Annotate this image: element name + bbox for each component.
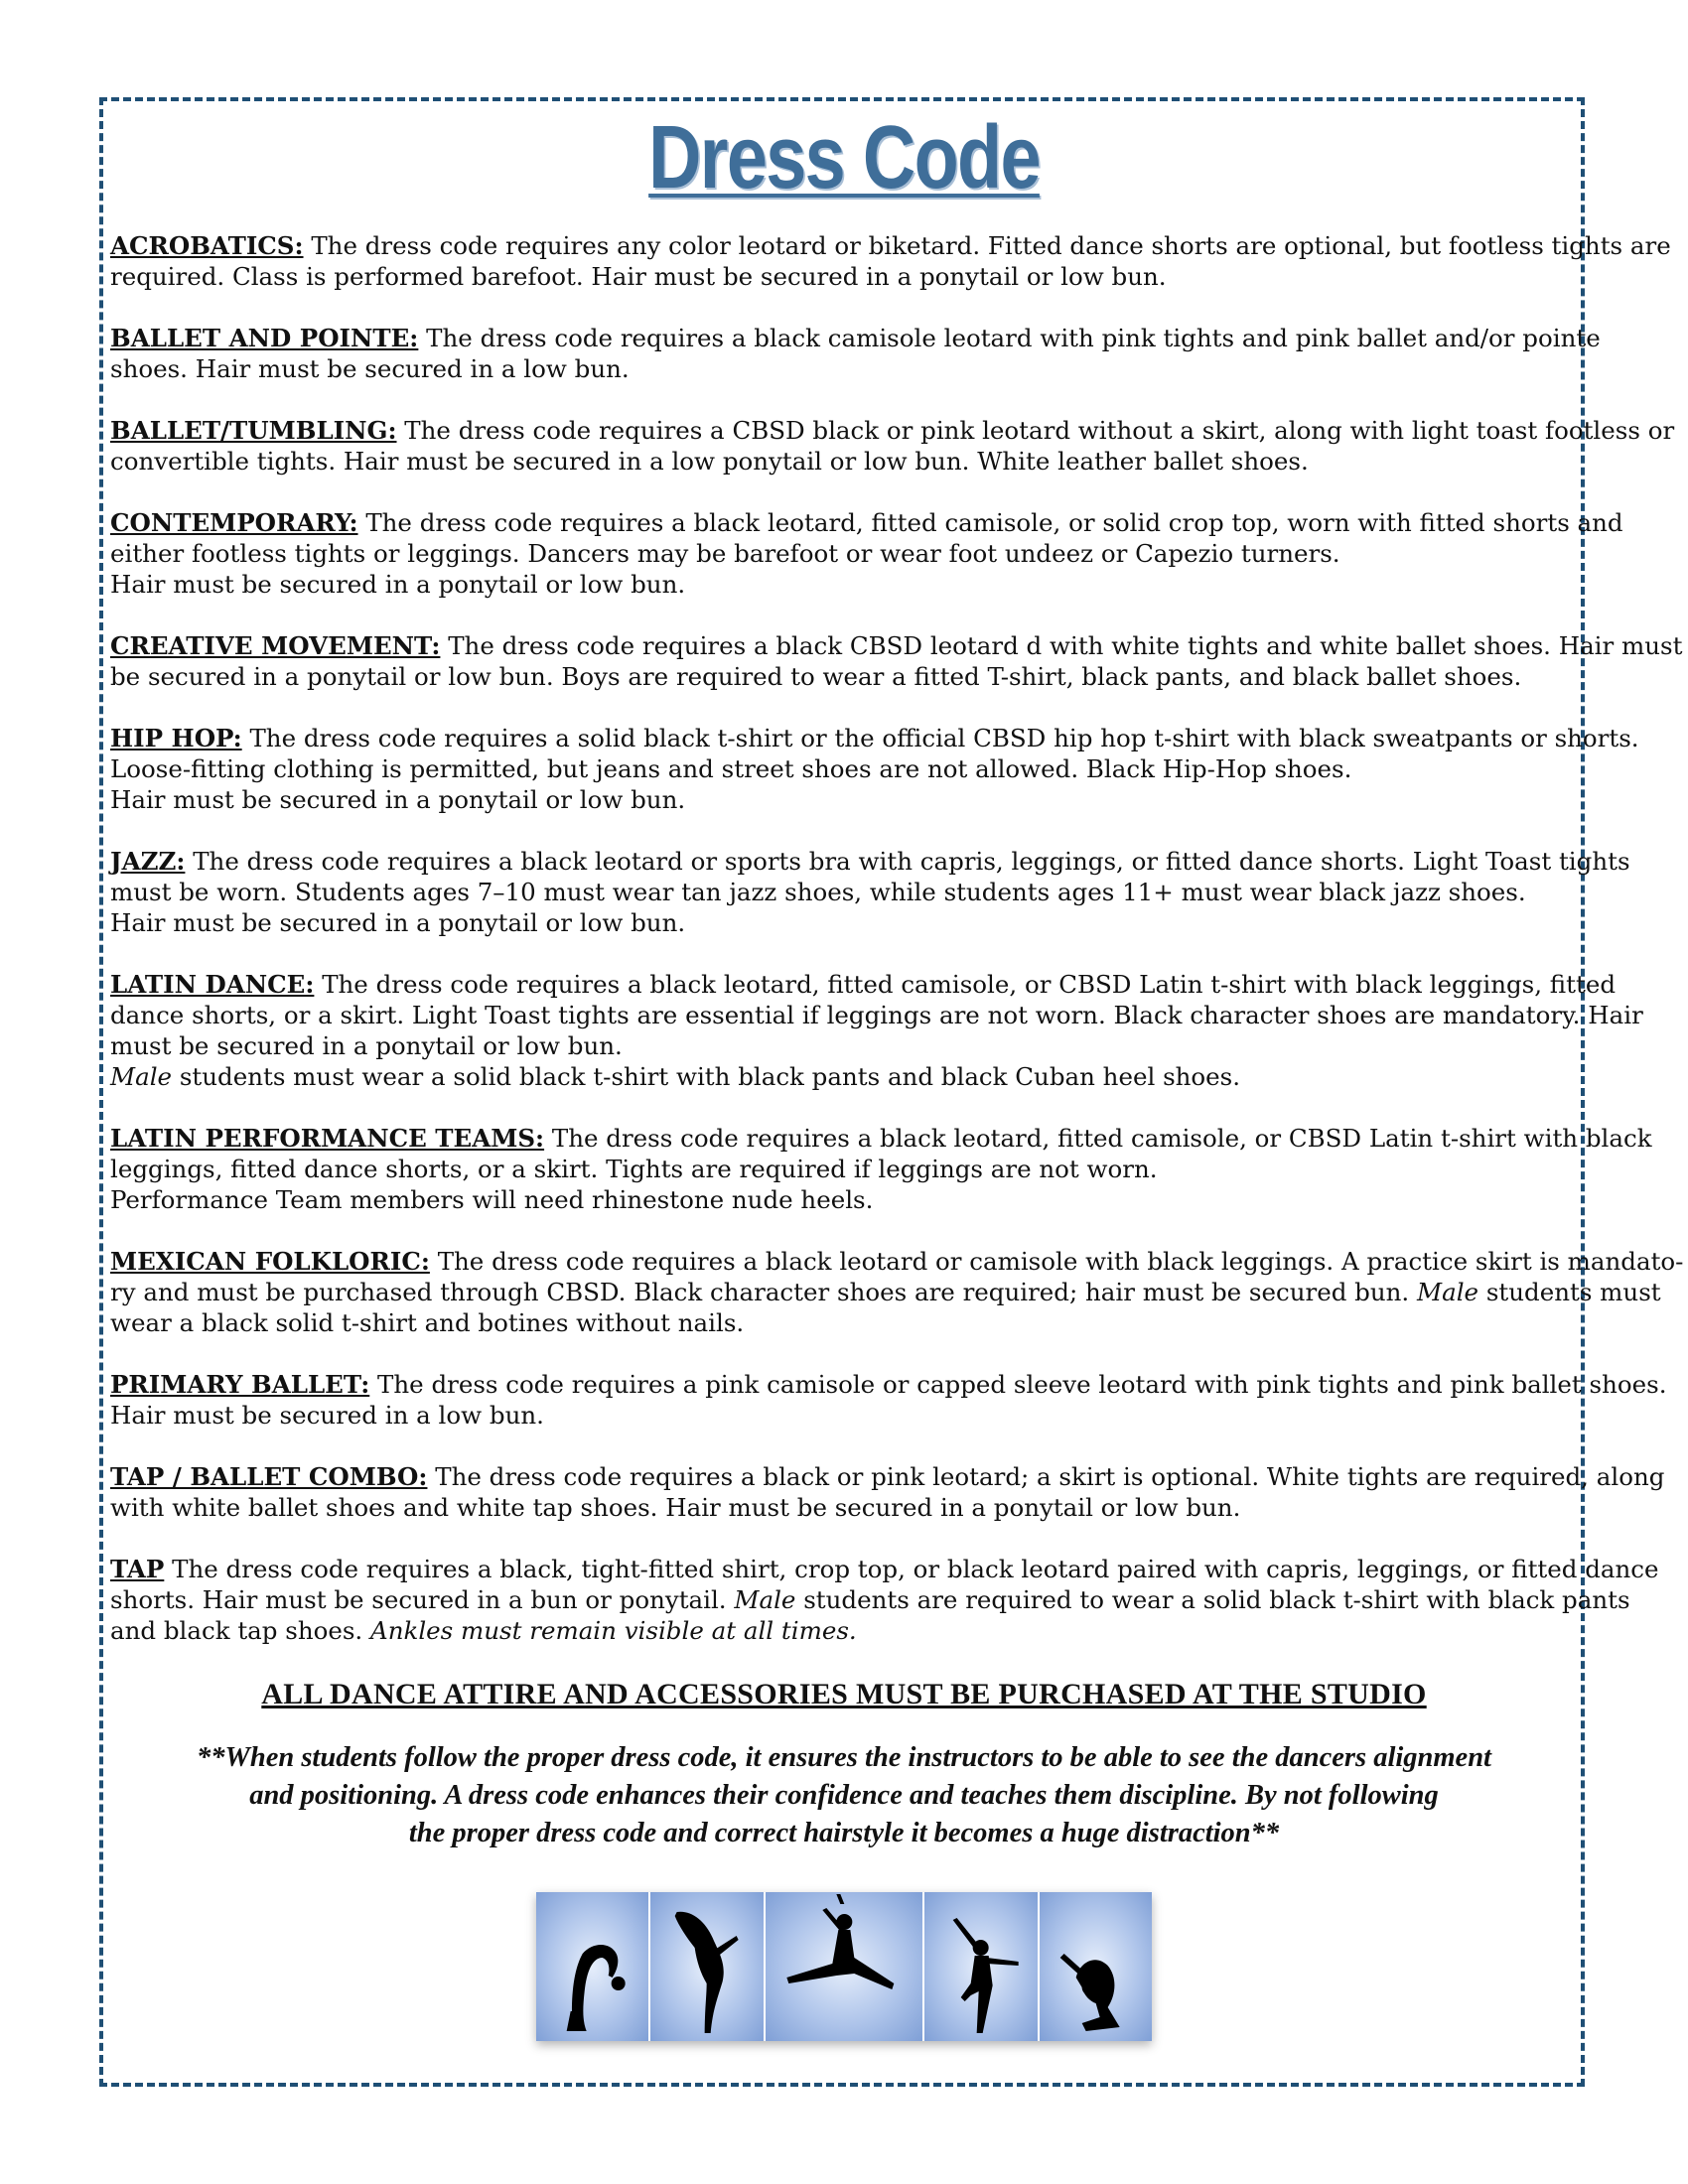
section-text: shoes. Hair must be secured in a low bun. bbox=[110, 354, 630, 383]
section-hip-hop bbox=[110, 723, 1639, 815]
closing-note bbox=[0, 1739, 1688, 1852]
section-text: leggings, fitted dance shorts, or a skirt. Tights are required if leggings are not worn. bbox=[110, 1155, 1158, 1183]
section-tap bbox=[110, 1554, 1659, 1646]
section-text: The dress code requires a black leotard or camisole with black leggings. A practice skirt is mandato- bbox=[437, 1247, 1684, 1276]
section-text: shorts. Hair must be secured in a bun or ponytail. bbox=[110, 1585, 727, 1614]
section-heading: TAP / BALLET COMBO: bbox=[110, 1462, 428, 1491]
section-primary-ballet bbox=[110, 1369, 1667, 1431]
section-heading: LATIN DANCE: bbox=[110, 970, 315, 999]
section-text: Loose-fitting clothing is permitted, but jeans and street shoes are not allowed. Black Hip-Hop shoes. bbox=[110, 754, 1352, 783]
section-text: and black tap shoes. bbox=[110, 1616, 363, 1645]
section-text: The dress code requires a black leotard, fitted camisole, or CBSD Latin t-shirt with black leggings, fitted bbox=[322, 970, 1617, 999]
section-jazz bbox=[110, 846, 1630, 938]
section-text: required. Class is performed barefoot. Hair must be secured in a ponytail or low bun. bbox=[110, 262, 1167, 291]
section-text: students must bbox=[1478, 1278, 1661, 1306]
section-heading: HIP HOP: bbox=[110, 724, 242, 752]
section-text: The dress code requires a black leotard, fitted camisole, or CBSD Latin t-shirt with black bbox=[551, 1124, 1652, 1153]
section-heading: BALLET AND POINTE: bbox=[110, 324, 419, 352]
section-text: The dress code requires a black leotard, fitted camisole, or solid crop top, worn with fitted shorts and bbox=[365, 508, 1623, 537]
section-text: Performance Team members will need rhinestone nude heels. bbox=[110, 1185, 874, 1214]
section-heading: PRIMARY BALLET: bbox=[110, 1370, 370, 1399]
section-mexican-folkloric bbox=[110, 1246, 1684, 1338]
purchase-notice: ALL DANCE ATTIRE AND ACCESSORIES MUST BE PURCHASED AT THE STUDIO bbox=[261, 1678, 1427, 1710]
section-heading: CREATIVE MOVEMENT: bbox=[110, 631, 441, 660]
section-ballet-tumbling bbox=[110, 415, 1675, 477]
section-ballet-and-pointe bbox=[110, 323, 1601, 384]
section-text: Hair must be secured in a low bun. bbox=[110, 1401, 544, 1430]
section-text: Hair must be secured in a ponytail or low bun. bbox=[110, 570, 686, 599]
section-heading: LATIN PERFORMANCE TEAMS: bbox=[110, 1124, 545, 1153]
section-text: be secured in a ponytail or low bun. Boys are required to wear a fitted T-shirt, black pants, and black ballet shoes. bbox=[110, 662, 1522, 691]
section-text: The dress code requires a solid black t-shirt or the official CBSD hip hop t-shirt with black sweatpants or shorts. bbox=[249, 724, 1639, 752]
closing-note-line: and positioning. A dress code enhances their confidence and teaches them discipline. By not following bbox=[249, 1780, 1439, 1811]
closing-note-line: the proper dress code and correct hairstyle it becomes a huge distraction** bbox=[408, 1818, 1280, 1848]
section-heading: ACROBATICS: bbox=[110, 231, 304, 260]
section-text: students must wear a solid black t-shirt with black pants and black Cuban heel shoes. bbox=[172, 1062, 1241, 1091]
dress-code-sections bbox=[110, 230, 1684, 1677]
section-text: Hair must be secured in a ponytail or low bun. bbox=[110, 785, 686, 814]
section-heading: CONTEMPORARY: bbox=[110, 508, 358, 537]
section-tap-ballet-combo bbox=[110, 1461, 1665, 1523]
italic-text: Male bbox=[734, 1585, 796, 1614]
section-text: with white ballet shoes and white tap shoes. Hair must be secured in a ponytail or low bun. bbox=[110, 1493, 1241, 1522]
section-text: students are required to wear a solid black t-shirt with black pants bbox=[795, 1585, 1630, 1614]
section-heading: JAZZ: bbox=[110, 847, 186, 876]
section-text: The dress code requires a black leotard or sports bra with capris, leggings, or fitted dance shorts. Light Toast tights bbox=[193, 847, 1630, 876]
dancer-silhouettes-icon bbox=[536, 1892, 1152, 2041]
section-text: The dress code requires a CBSD black or pink leotard without a skirt, along with light toast footless or bbox=[404, 416, 1675, 445]
section-text: wear a black solid t-shirt and botines without nails. bbox=[110, 1308, 745, 1337]
dancer-leap-icon bbox=[766, 1892, 925, 2041]
section-heading: MEXICAN FOLKLORIC: bbox=[110, 1247, 430, 1276]
section-text: ry and must be purchased through CBSD. Black character shoes are required; hair must be secured bun. bbox=[110, 1278, 1410, 1306]
section-heading: TAP bbox=[110, 1555, 165, 1583]
closing-note-line: **When students follow the proper dress code, it ensures the instructors to be able to see the dancers alignment bbox=[197, 1742, 1491, 1773]
section-heading: BALLET/TUMBLING: bbox=[110, 416, 397, 445]
section-contemporary bbox=[110, 507, 1623, 600]
italic-text: Male bbox=[110, 1062, 173, 1091]
section-text: The dress code requires any color leotard or biketard. Fitted dance shorts are optional, but footless tights are bbox=[311, 231, 1671, 260]
section-text: The dress code requires a black or pink leotard; a skirt is optional. White tights are required, along bbox=[435, 1462, 1665, 1491]
section-text: must be worn. Students ages 7–10 must wear tan jazz shoes, while students ages 11+ must wear black jazz shoes. bbox=[110, 878, 1526, 906]
section-text: either footless tights or leggings. Dancers may be barefoot or wear foot undeez or Capezio turners. bbox=[110, 539, 1340, 568]
section-latin-dance bbox=[110, 969, 1643, 1092]
dancer-reach-icon bbox=[924, 1892, 1039, 2041]
section-acrobatics bbox=[110, 230, 1671, 292]
section-latin-performance-teams bbox=[110, 1123, 1652, 1215]
section-text: must be secured in a ponytail or low bun. bbox=[110, 1031, 623, 1060]
section-text: dance shorts, or a skirt. Light Toast tights are essential if leggings are not worn. Black character shoes are mandatory. Hair bbox=[110, 1001, 1643, 1029]
italic-text: Male bbox=[1417, 1278, 1479, 1306]
italic-text: Ankles must remain visible at all times. bbox=[370, 1616, 857, 1645]
dancer-kneel-icon bbox=[1040, 1892, 1152, 2041]
section-text: The dress code requires a black, tight-fitted shirt, crop top, or black leotard paired with capris, leggings, or fitted dance bbox=[172, 1555, 1659, 1583]
section-text: Hair must be secured in a ponytail or low bun. bbox=[110, 908, 686, 937]
section-text: convertible tights. Hair must be secured in a low ponytail or low bun. White leather ballet shoes. bbox=[110, 447, 1309, 476]
section-text: The dress code requires a black camisole leotard with pink tights and pink ballet and/or pointe bbox=[426, 324, 1601, 352]
section-creative-movement bbox=[110, 630, 1683, 692]
dancer-backbend-icon bbox=[536, 1892, 650, 2041]
page-title: Dress Code bbox=[648, 108, 1040, 207]
section-text: The dress code requires a black CBSD leotard d with white tights and white ballet shoes. Hair must bbox=[448, 631, 1683, 660]
section-text: The dress code requires a pink camisole or capped sleeve leotard with pink tights and pink ballet shoes. bbox=[377, 1370, 1667, 1399]
dancer-arch-icon bbox=[650, 1892, 765, 2041]
